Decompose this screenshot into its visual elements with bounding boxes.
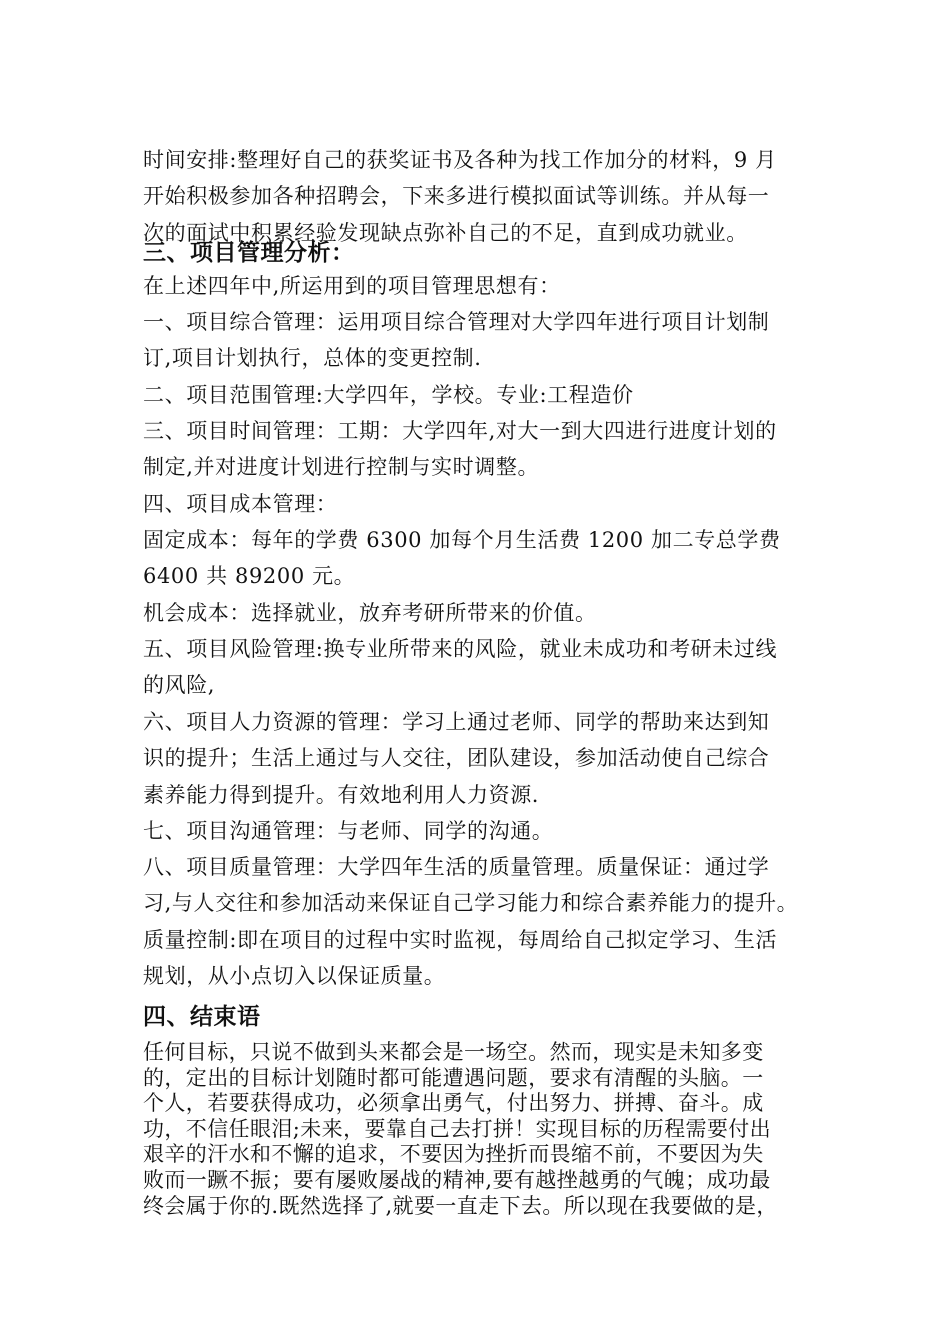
section-heading-conclusion: 四、结束语 xyxy=(143,1004,261,1030)
text-line: 终会属于你的.既然选择了,就要一直走下去。所以现在我要做的是， xyxy=(143,1193,778,1218)
text-line: 时间安排:整理好自己的获奖证书及各种为找工作加分的材料，9 月 xyxy=(143,148,777,172)
text-line: 制定,并对进度计划进行控制与实时调整。 xyxy=(143,455,540,480)
item-integration-management xyxy=(143,304,823,377)
text-line: 艰辛的汗水和不懈的追求，不要因为挫折而畏缩不前，不要因为失 xyxy=(143,1142,764,1167)
text-line: 二、项目范围管理:大学四年，学校。专业:工程造价 xyxy=(143,383,634,407)
text-line: 质量控制:即在项目的过程中实时监视，每周给自己拟定学习、生活 xyxy=(143,927,778,952)
item-cost-management xyxy=(143,486,823,522)
text-line: 六、项目人力资源的管理：学习上通过老师、同学的帮助来达到知 xyxy=(143,710,770,734)
item-risk-management xyxy=(143,631,823,704)
item-human-resource-management xyxy=(143,704,823,813)
conclusion-paragraph xyxy=(143,1040,823,1219)
item-quality-management xyxy=(143,849,823,994)
fixed-cost-paragraph xyxy=(143,522,823,595)
text-line: 次的面试中积累经验发现缺点弥补自己的不足，直到成功就业。 xyxy=(143,220,748,245)
text-line: 订,项目计划执行，总体的变更控制. xyxy=(143,346,482,371)
text-line: 败而一蹶不振；要有屡败屡战的精神,要有越挫越勇的气魄；成功最 xyxy=(143,1167,771,1192)
text-line: 八、项目质量管理：大学四年生活的质量管理。质量保证：通过学 xyxy=(143,855,770,879)
text-line: 在上述四年中,所运用到的项目管理思想有： xyxy=(143,274,561,298)
text-line: 规划，从小点切入以保证质量。 xyxy=(143,963,446,988)
text-line: 的风险, xyxy=(143,673,216,698)
intro-paragraph xyxy=(143,268,823,304)
text-line: 四、项目成本管理： xyxy=(143,492,338,516)
text-line: 素养能力得到提升。有效地利用人力资源. xyxy=(143,782,540,807)
text-line: 开始积极参加各种招聘会，下来多进行模拟面试等训练。并从每一 xyxy=(143,184,770,209)
item-communication-management xyxy=(143,813,823,849)
text-line: 习,与人交往和参加活动来保证自己学习能力和综合素养能力的提升。 xyxy=(143,891,799,916)
text-line: 任何目标，只说不做到头来都会是一场空。然而，现实是未知多变 xyxy=(143,1040,764,1064)
text-line: 机会成本：选择就业，放弃考研所带来的价值。 xyxy=(143,601,597,625)
text-line: 6400 共 89200 元。 xyxy=(143,564,356,589)
item-time-management xyxy=(143,413,823,486)
text-line: 功，不信任眼泪;未来，要靠自己去打拼！实现目标的历程需要付出 xyxy=(143,1116,772,1141)
text-line: 个人，若要获得成功，必须拿出勇气，付出努力、拼搏、奋斗。成 xyxy=(143,1091,764,1116)
text-line: 的，定出的目标计划随时都可能遭遇问题，要求有清醒的头脑。一 xyxy=(143,1065,764,1090)
text-line: 七、项目沟通管理：与老师、同学的沟通。 xyxy=(143,819,554,843)
opportunity-cost-paragraph xyxy=(143,595,823,631)
item-scope-management xyxy=(143,377,823,413)
text-line: 三、项目时间管理：工期：大学四年,对大一到大四进行进度计划的 xyxy=(143,419,777,443)
text-line: 识的提升；生活上通过与人交往，团队建设，参加活动使自己综合 xyxy=(143,746,770,771)
text-line: 五、项目风险管理:换专业所带来的风险，就业未成功和考研未过线 xyxy=(143,637,778,661)
section-heading-project-management: 三、项目管理分析： xyxy=(143,240,355,266)
text-line: 固定成本：每年的学费 6300 加每个月生活费 1200 加二专总学费 xyxy=(143,528,781,552)
text-line: 一、项目综合管理：运用项目综合管理对大学四年进行项目计划制 xyxy=(143,310,770,334)
